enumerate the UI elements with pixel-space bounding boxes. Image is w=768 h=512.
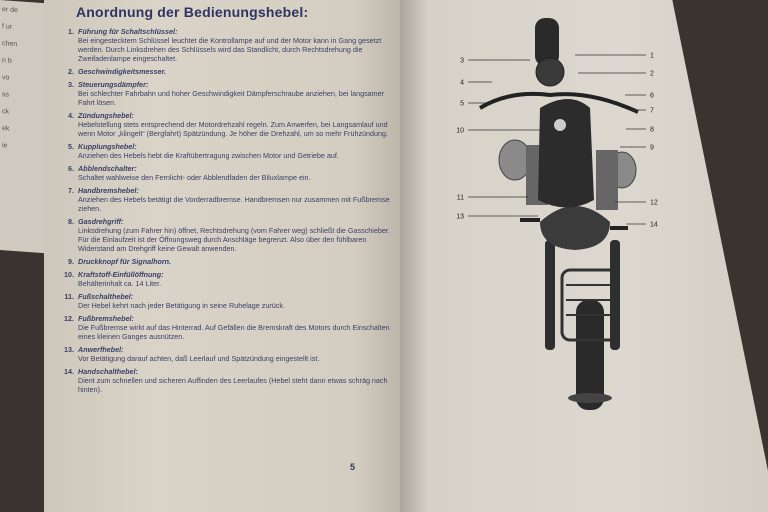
item-number: 7.: [68, 186, 74, 195]
item-title: Handbremshebel:: [78, 186, 139, 195]
item-number: 3.: [68, 80, 74, 89]
item-description: Hebelstellung stets entsprechend der Motordrehzahl regeln. Zum Anwerfen, bei Langsamlauf und wenn Motor „klingelt“ (Bergfahrt) Spätzündung. Je höher die Drehzahl, um so mehr Frühzündung.: [78, 120, 389, 138]
item-number: 1.: [68, 27, 74, 36]
right-engine-block: [596, 150, 618, 210]
control-item: [44, 217, 394, 253]
callout-label: 1: [650, 52, 654, 60]
item-description: Bei schlechter Fahrbahn und hoher Geschwindigkeit Dämpferschraube anziehen, bei langsamer Fahrt lösen.: [78, 89, 385, 107]
headlamp: [536, 58, 564, 86]
item-number: 10.: [64, 270, 74, 279]
item-title: Fußbremshebel:: [78, 314, 134, 323]
prev-text: er de: [2, 6, 18, 15]
control-item: [44, 270, 394, 288]
right-page: [400, 0, 768, 512]
prev-text: n b: [2, 57, 12, 65]
callout-label: 11: [456, 194, 464, 202]
prev-text: chen: [2, 40, 18, 49]
fuel-tank: [538, 99, 594, 208]
item-title: Gasdrehgriff:: [78, 217, 124, 226]
page-heading: Anordnung der Bedienungshebel:: [76, 4, 309, 20]
control-item: [44, 67, 394, 76]
item-title: Anwerfhebel:: [78, 345, 124, 354]
callout-label: 6: [650, 92, 654, 100]
item-description: Der Hebel kehrt nach jeder Betätigung in seine Ruhelage zurück.: [78, 301, 285, 310]
tail-light: [568, 393, 612, 403]
callout-label: 4: [460, 79, 464, 87]
item-number: 2.: [68, 67, 74, 76]
prev-text: ek: [2, 125, 10, 133]
control-list: [44, 27, 394, 398]
callout-label: 13: [456, 213, 464, 221]
page-number: 5: [350, 462, 356, 472]
previous-page-edge: [0, 0, 46, 253]
callout-label: 8: [650, 126, 654, 134]
control-item: [44, 27, 394, 63]
left-suspension: [545, 240, 555, 350]
motorcycle-diagram: [400, 0, 768, 512]
item-title: Geschwindigkeitsmesser.: [78, 67, 166, 76]
item-description: Vor Betätigung darauf achten, daß Leerlauf und Spätzündung eingestellt ist.: [78, 354, 320, 363]
prev-text: ie: [2, 142, 8, 150]
item-number: 4.: [68, 111, 74, 120]
item-title: Führung für Schaltschlüssel:: [78, 27, 178, 36]
item-title: Kraftstoff-Einfüllöffnung:: [78, 270, 164, 279]
prev-text: f ur: [2, 23, 13, 31]
item-title: Zündungshebel:: [78, 111, 134, 120]
callout-label: 3: [460, 57, 464, 65]
control-item: [44, 186, 394, 213]
prev-text: vo: [2, 74, 10, 82]
control-item: [44, 80, 394, 107]
item-number: 14.: [64, 367, 74, 376]
control-item: [44, 142, 394, 160]
item-title: Handschalthebel:: [78, 367, 138, 376]
item-description: Anziehen des Hebels hebt die Kraftübertragung zwischen Motor und Getriebe auf.: [78, 151, 339, 160]
control-item: [44, 164, 394, 182]
control-item: [44, 367, 394, 394]
item-description: Linksdrehung (zum Fahrer hin) öffnet, Rechtsdrehung (vom Fahrer weg) schließt die Gasschieber. Für die Einlaufzeit ist der Öffnungsweg durch Anschläge begrenzt. Also über den fühlbaren Widerstand am Drehgriff keine Gewalt anwenden.: [78, 226, 390, 253]
item-number: 13.: [64, 345, 74, 354]
control-item: [44, 257, 394, 266]
tank-badge: [554, 119, 566, 131]
item-number: 9.: [68, 257, 74, 266]
control-item: [44, 111, 394, 138]
item-title: Steuerungsdämpfer:: [78, 80, 149, 89]
left-page: [44, 0, 408, 512]
control-item: [44, 314, 394, 341]
callout-label: 9: [650, 144, 654, 152]
right-suspension: [610, 240, 620, 350]
callout-label: 12: [650, 199, 658, 207]
item-number: 6.: [68, 164, 74, 173]
callout-label: 14: [650, 221, 658, 229]
callout-label: 7: [650, 107, 654, 115]
control-item: [44, 292, 394, 310]
item-title: Abblendschalter:: [78, 164, 137, 173]
prev-text: ss: [2, 91, 9, 99]
item-number: 11.: [64, 292, 74, 301]
item-description: Die Fußbremse wirkt auf das Hinterrad. Auf Gefällen die Bremskraft des Motors durch Einschalten eines kleinen Ganges ausnützen.: [78, 323, 390, 341]
item-description: Schaltet wahlweise den Fernlicht- oder Abblendfaden der Biluxlampe ein.: [78, 173, 311, 182]
callout-label: 2: [650, 70, 654, 78]
callout-label: 5: [460, 100, 464, 108]
callout-label: 10: [456, 127, 464, 135]
item-description: Bei eingestecktem Schlüssel leuchtet die Kontrollampe auf und der Motor kann in Gang gesetzt werden. Durch Linksdrehen des Schlüssels wird das Standlicht, durch Rechtsdrehung die Zweifadenlampe eingeschaltet.: [78, 36, 382, 63]
item-title: Kupplungshebel:: [78, 142, 137, 151]
item-number: 12.: [64, 314, 74, 323]
item-title: Druckknopf für Signalhorn.: [78, 257, 172, 266]
item-description: Anziehen des Hebels betätigt die Vorderradbremse. Handbremsen nur zusammen mit Fußbremse ziehen.: [78, 195, 390, 213]
item-description: Dient zum schnellen und sicheren Auffinden des Leerlaufes (Hebel steht dann etwas schräg nach hinten).: [78, 376, 388, 394]
prev-text: ck: [2, 108, 9, 116]
item-number: 8.: [68, 217, 74, 226]
item-title: Fußschalthebel:: [78, 292, 134, 301]
item-number: 5.: [68, 142, 74, 151]
control-item: [44, 345, 394, 363]
item-description: Behälterinhalt ca. 14 Liter.: [78, 279, 162, 288]
